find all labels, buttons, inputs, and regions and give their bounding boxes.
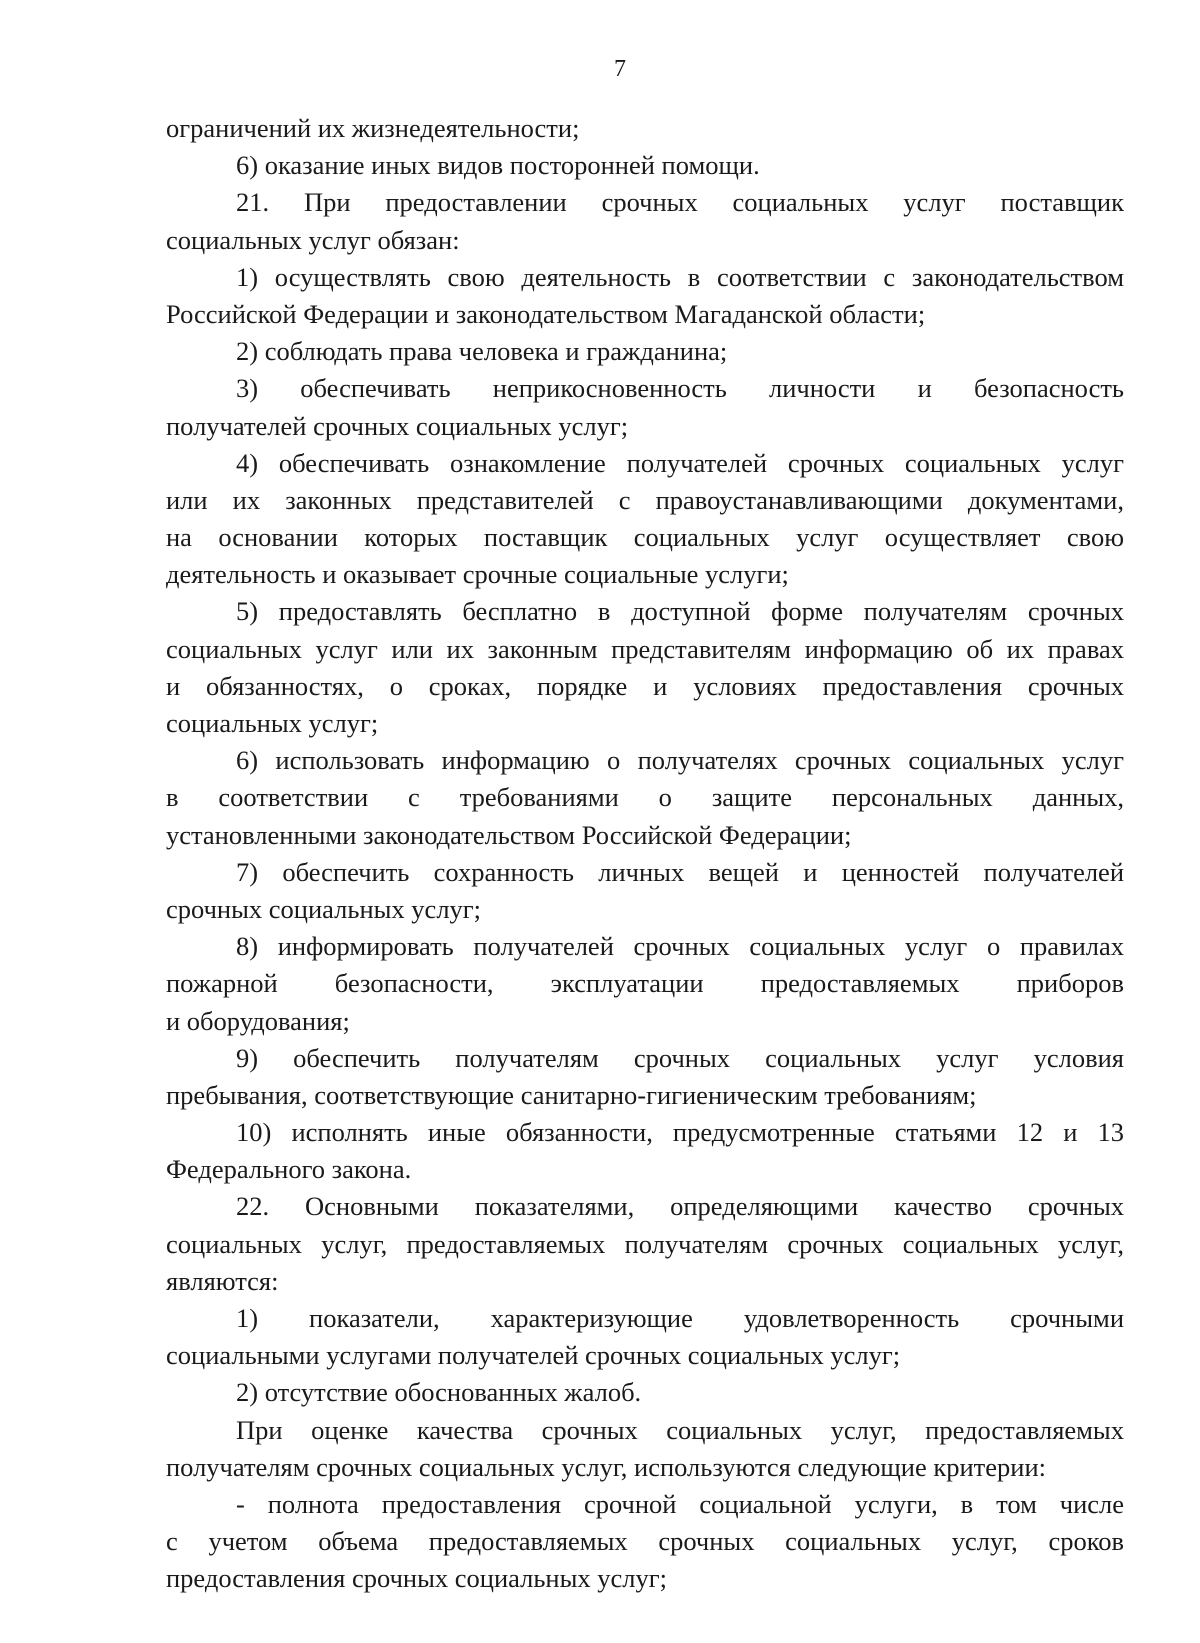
text-line: предоставления срочных социальных услуг; — [166, 1563, 668, 1594]
text-line: 21. При предоставлении срочных социальных услуг поставщик — [236, 187, 1124, 218]
text-line: Российской Федерации и законодательством Магаданской области; — [166, 298, 926, 329]
text-line: и обязанностях, о сроках, порядке и условиях предоставления срочных — [166, 670, 1124, 701]
text-line: 3) обеспечивать неприкосновенность личности и безопасность — [236, 373, 1124, 404]
text-line: социальных услуг обязан: — [166, 224, 460, 255]
text-line: установленными законодательством Российской Федерации; — [166, 819, 852, 850]
text-line: на основании которых поставщик социальных услуг осуществляет свою — [166, 522, 1124, 553]
text-line: пожарной безопасности, эксплуатации предоставляемых приборов — [166, 968, 1124, 999]
text-line: 1) осуществлять свою деятельность в соответствии с законодательством — [236, 261, 1124, 292]
text-line: При оценке качества срочных социальных услуг, предоставляемых — [236, 1414, 1124, 1445]
text-line: получателей срочных социальных услуг; — [166, 410, 629, 441]
text-line: 9) обеспечить получателям срочных социальных услуг условия — [236, 1042, 1124, 1073]
text-line: - полнота предоставления срочной социальной услуги, в том числе — [236, 1488, 1124, 1519]
text-line: 2) отсутствие обоснованных жалоб. — [236, 1377, 642, 1408]
text-line: 1) показатели, характеризующие удовлетворенность срочными — [236, 1303, 1124, 1333]
text-line: 5) предоставлять бесплатно в доступной форме получателям срочных — [236, 596, 1124, 627]
document-body — [166, 110, 1124, 1598]
text-line: социальных услуг; — [166, 708, 379, 738]
text-line: с учетом объема предоставляемых срочных социальных услуг, сроков — [166, 1526, 1124, 1557]
text-line: или их законных представителей с правоустанавливающими документами, — [166, 484, 1124, 515]
text-line: ограничений их жизнедеятельности; — [166, 113, 580, 143]
text-line: 10) исполнять иные обязанности, предусмотренные статьями 12 и 13 — [236, 1117, 1124, 1148]
text-line: являются: — [166, 1265, 279, 1296]
text-line: 6) использовать информацию о получателях срочных социальных услуг — [236, 745, 1124, 776]
text-line: социальных услуг, предоставляемых получателям срочных социальных услуг, — [166, 1228, 1124, 1259]
text-line: 7) обеспечить сохранность личных вещей и ценностей получателей — [236, 856, 1124, 887]
text-line: деятельность и оказывает срочные социальные услуги; — [166, 559, 789, 590]
text-line: 4) обеспечивать ознакомление получателей срочных социальных услуг — [236, 447, 1124, 478]
text-line: получателям срочных социальных услуг, используются следующие критерии: — [166, 1451, 1046, 1482]
text-line: социальных услуг или их законным представителям информацию об их правах — [166, 633, 1124, 664]
text-line: и оборудования; — [166, 1005, 350, 1036]
text-line: Федерального закона. — [166, 1154, 412, 1185]
text-line: в соответствии с требованиями о защите персональных данных, — [166, 782, 1124, 813]
text-line: 2) соблюдать права человека и гражданина; — [236, 336, 728, 367]
page-number: 7 — [614, 56, 626, 82]
text-line: 8) информировать получателей срочных социальных услуг о правилах — [236, 931, 1124, 962]
text-line: 22. Основными показателями, определяющими качество срочных — [236, 1191, 1124, 1222]
text-line: срочных социальных услуг; — [166, 893, 482, 924]
text-line: 6) оказание иных видов посторонней помощи. — [236, 150, 760, 181]
text-line: пребывания, соответствующие санитарно-гигиеническим требованиям; — [166, 1079, 977, 1110]
text-line: социальными услугами получателей срочных социальных услуг; — [166, 1340, 901, 1371]
